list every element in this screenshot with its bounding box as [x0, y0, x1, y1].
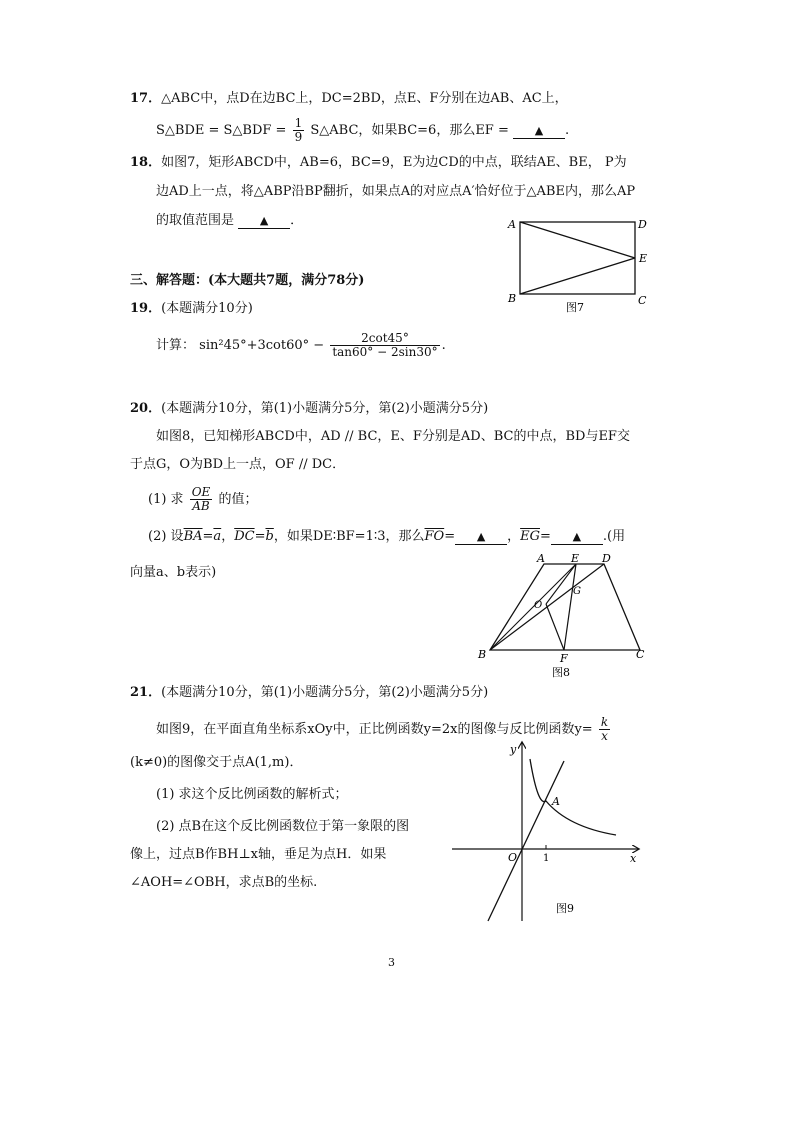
q17-area-right: S△ABC，如果BC=6，那么EF = [310, 123, 509, 138]
q18-answer-blank[interactable]: ▲ [238, 214, 290, 229]
q19-number: 19． [130, 301, 162, 316]
q19-expression: 计算： sin²45°+3cot60° − $\frac{2\cot 45^\circ}{\tan 60^\circ - 2\sin 30^\circ}$ . [156, 331, 446, 359]
label-a: A [508, 218, 516, 231]
label-a: A [537, 552, 545, 565]
figure-7 [500, 212, 650, 322]
q18-line1 [130, 154, 627, 172]
q19-header: 19．(本题满分10分) [130, 301, 253, 316]
figure-7-caption: 图7 [566, 301, 584, 314]
q20-part2: (2) 设$\overline{BA}=\overline{a}$，$\overline{DC}=\overline{b}$，如果DE∶BF=1∶3，那么$\overline{FO}=$ ▲ ，$\overline{EG}=$ ▲ .(用 [148, 529, 626, 544]
q18-line2: 边AD上一点，将△ABP沿BP翻折，如果点A的对应点A′恰好位于△ABE内，那么AP [156, 184, 636, 199]
q20-part1: (1) 求 $\frac{OE}{AB}$ 的值； [148, 485, 258, 513]
q18-line3: 的取值范围是 ▲ ． [156, 213, 304, 228]
section-3-heading: 三、解答题：(本大题共7题，满分78分) [130, 273, 365, 288]
label-x: x [630, 852, 637, 865]
q21-line2: (k≠0)的图像交于点A(1,m)． [130, 755, 303, 770]
label-c: C [636, 648, 645, 661]
q17-text: △ABC中，点D在边BC上，DC=2BD，点E、F分别在边AB、AC上， [161, 91, 568, 106]
q17-line1 [130, 90, 568, 108]
q21-part2c: ∠AOH=∠OBH，求点B的坐标. [130, 875, 318, 890]
figure-9 [448, 735, 648, 925]
label-y: y [510, 743, 517, 756]
label-b: B [478, 648, 487, 661]
q17-line2: S△BDE = S△BDF = $\frac{1}{9}$ S△ABC，如果BC=6，那么EF = ▲ . [156, 116, 570, 144]
q21-header: 21．(本题满分10分，第(1)小题满分5分，第(2)小题满分5分) [130, 685, 489, 700]
label-b: B [508, 292, 517, 305]
q20-number: 20． [130, 401, 162, 416]
q21-fraction: $\frac{k}{x}$ [600, 715, 609, 743]
label-c: C [638, 294, 647, 307]
q20-header: 20．(本题满分10分，第(1)小题满分5分，第(2)小题满分5分) [130, 401, 489, 416]
q19-fraction: $\frac{2\cot 45^\circ}{\tan 60^\circ - 2\sin 30^\circ}$ [332, 331, 438, 359]
q17-answer-blank[interactable]: ▲ [513, 124, 565, 139]
label-a: A [552, 795, 560, 808]
q21-part2b: 像上，过点B作BH⊥x轴，垂足为点H．如果 [130, 847, 387, 862]
line-y-equals-2x [488, 761, 564, 921]
q17-number: 17． [130, 91, 162, 106]
q20-answer-blank-fo[interactable]: ▲ [455, 530, 507, 545]
q21-part1: (1) 求这个反比例函数的解析式； [156, 787, 348, 802]
rectangle-abcd [520, 222, 635, 294]
segment-ae [520, 222, 635, 258]
figure-8-caption: 图8 [552, 666, 570, 679]
q20-line2: 于点G，O为BD上一点，OF // DC． [130, 457, 346, 472]
label-f: F [560, 652, 568, 665]
q18-number: 18． [130, 155, 162, 170]
q20-line1: 如图8，已知梯形ABCD中，AD // BC，E、F分别是AD、BC的中点，BD与EF交 [156, 429, 630, 444]
figure-8 [474, 552, 654, 680]
page-number: 3 [388, 956, 395, 969]
q17-area-left: S△BDE = S△BDF = [156, 123, 287, 138]
label-o: O [508, 851, 518, 864]
label-d: D [602, 552, 611, 565]
segment-of [546, 604, 564, 650]
figure-9-caption: 图9 [556, 902, 574, 915]
trapezoid-abcd [490, 564, 640, 650]
label-d: D [638, 218, 647, 231]
label-e: E [639, 252, 648, 265]
segment-ab-inner [490, 564, 576, 650]
label-one: 1 [543, 853, 550, 864]
q20-fraction: $\frac{OE}{AB}$ [191, 485, 211, 513]
label-e: E [571, 552, 580, 565]
q20-line-last: 向量a、b表示) [130, 565, 217, 580]
q20-answer-blank-eg[interactable]: ▲ [551, 530, 603, 545]
q18-text1: 如图7，矩形ABCD中，AB=6，BC=9，E为边CD的中点，联结AE、BE， P为 [161, 155, 627, 170]
hyperbola-curve [530, 759, 616, 835]
q21-number: 21． [130, 685, 162, 700]
q21-part2a: (2) 点B在这个反比例函数位于第一象限的图 [156, 819, 410, 834]
label-g: G [573, 586, 581, 597]
q21-line1: 如图9，在平面直角坐标系xOy中，正比例函数y=2x的图像与反比例函数y= $\frac{k}{x}$ [156, 715, 609, 743]
label-o: O [534, 600, 543, 611]
q17-fraction: $\frac{1}{9}$ [294, 116, 303, 144]
segment-be [520, 258, 635, 294]
